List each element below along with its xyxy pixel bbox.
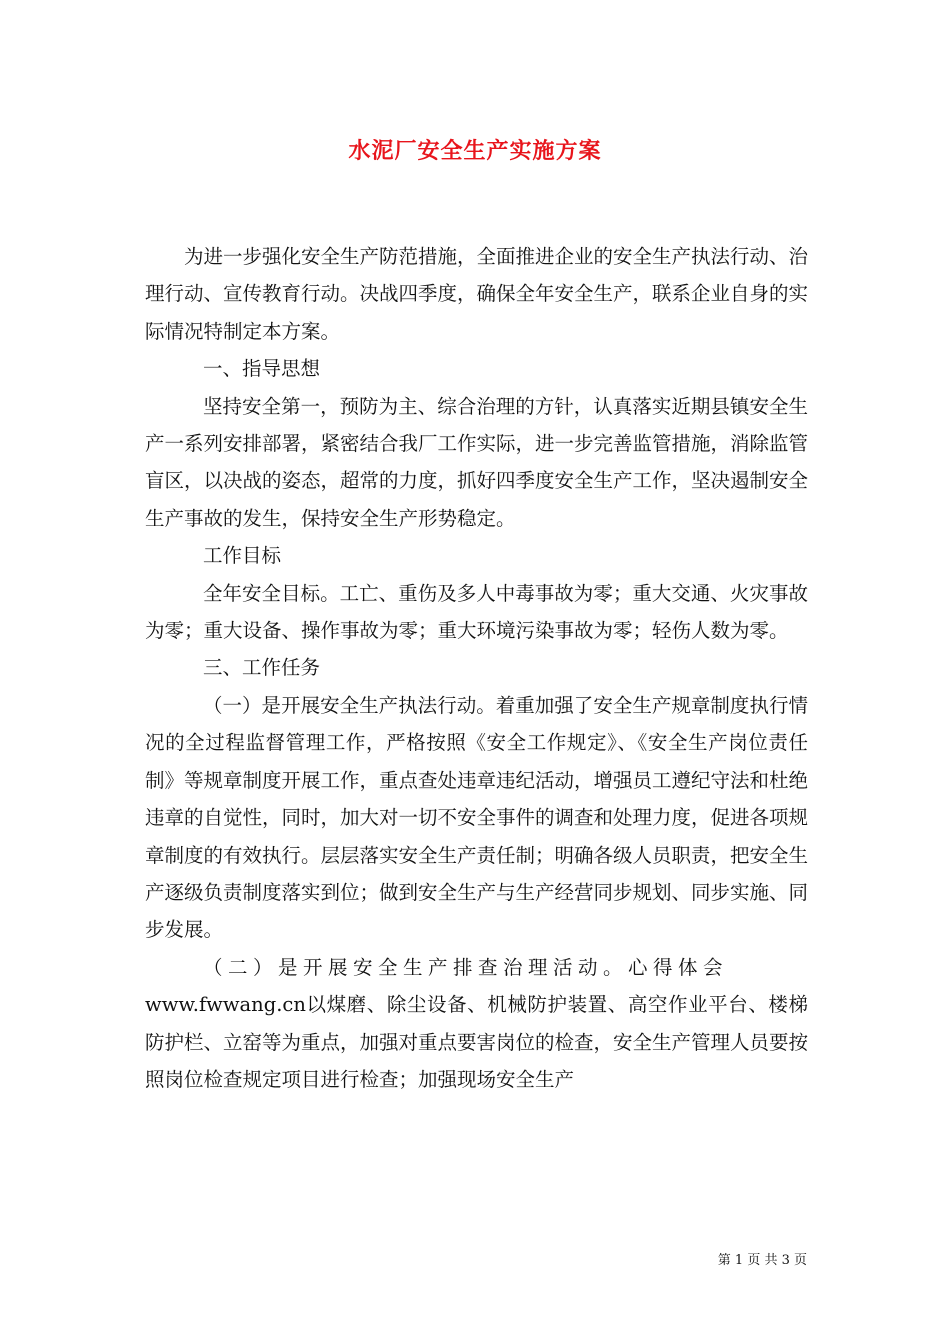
task-one-paragraph: （一）是开展安全生产执法行动。着重加强了安全生产规章制度执行情况的全过程监督管理工作，严格按照《安全工作规定》、《安全生产岗位责任制》等规章制度开展工作，重点查处违章违纪活动，增强员工遵纪守法和杜绝违章的自觉性，同时，加大对一切不安全事件的调查和处理力度，促进各项规章制度的有效执行。层层落实安全生产责任制；明确各级人员职责，把安全生产逐级负责制度落实到位；做到安全生产与生产经营同步规划、同步实施、同步发展。	[145, 693, 809, 942]
section-heading-work-goals: 工作目标	[203, 544, 282, 568]
document-body	[145, 238, 808, 1098]
work-goals-paragraph: 全年安全目标。工亡、重伤及多人中毒事故为零；重大交通、火灾事故为零；重大设备、操作事故为零；重大环境污染事故为零；轻伤人数为零。	[145, 581, 808, 643]
intro-paragraph: 为进一步强化安全生产防范措施，全面推进企业的安全生产执法行动、治理行动、宣传教育行动。决战四季度，确保全年安全生产，联系企业自身的实际情况特制定本方案。	[145, 245, 809, 343]
page-number-footer: 第 1 页 共 3 页	[717, 1253, 807, 1268]
section-heading-guiding-ideology: 一、指导思想	[203, 357, 321, 381]
section-heading-work-tasks: 三、工作任务	[203, 656, 321, 680]
task-two-paragraph: www.fwwang.cn以煤磨、除尘设备、机械防护装置、高空作业平台、楼梯防护栏、立窑等为重点，加强对重点要害岗位的检查，安全生产管理人员要按照岗位检查规定项目进行检查；加强现场安全生产	[145, 993, 809, 1091]
document-title: 水泥厂安全生产实施方案	[348, 138, 602, 164]
guiding-ideology-paragraph: 坚持安全第一，预防为主、综合治理的方针，认真落实近期县镇安全生产一系列安排部署，紧密结合我厂工作实际，进一步完善监管措施，消除监管盲区，以决战的姿态，超常的力度，抓好四季度安全生产工作，坚决遏制安全生产事故的发生，保持安全生产形势稳定。	[145, 394, 809, 530]
task-two-heading-line: （二）是开展安全生产排查治理活动。心得体会	[203, 955, 729, 979]
